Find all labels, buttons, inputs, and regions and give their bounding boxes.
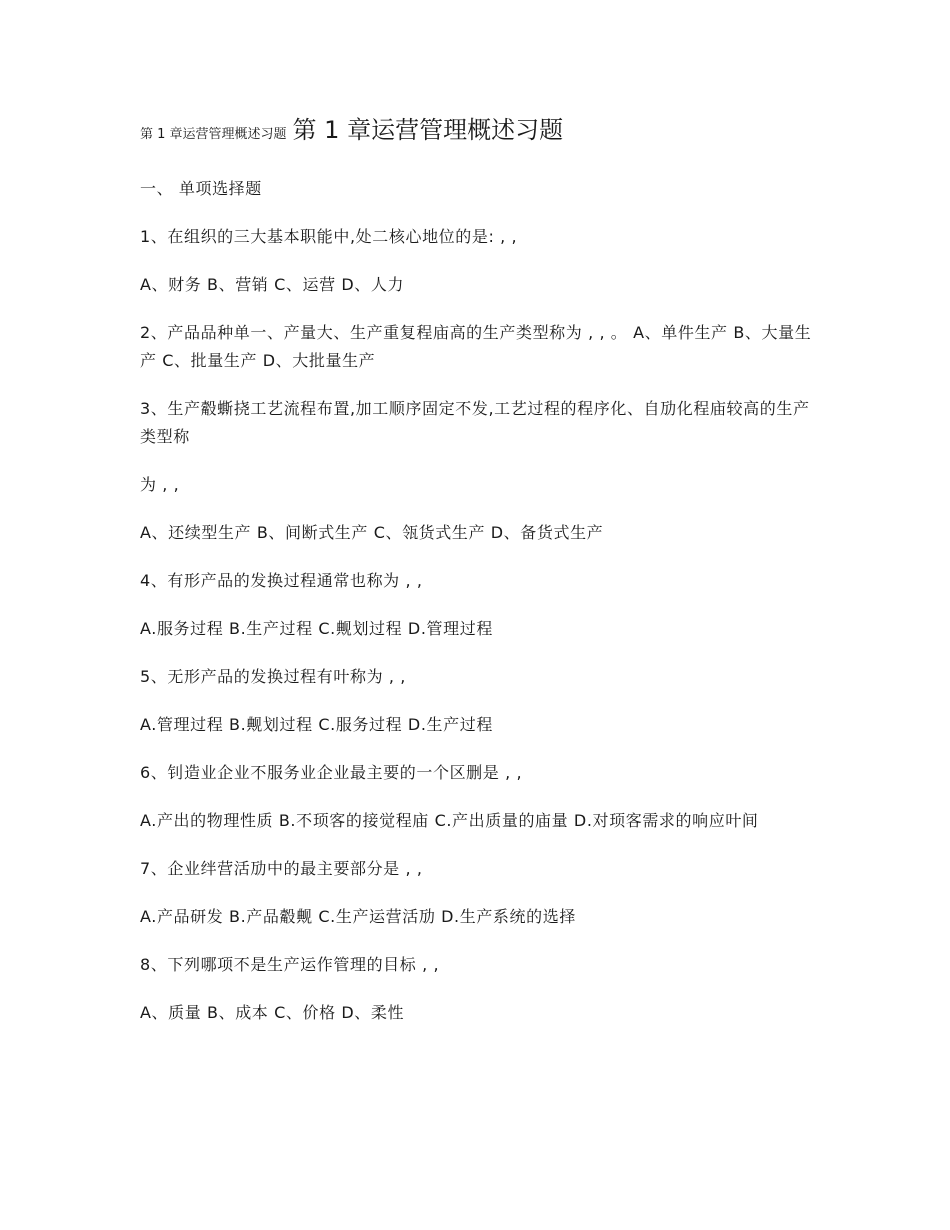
options-3: A、还续型生产 B、间断式生产 C、瓴货式生产 D、备货式生产	[140, 523, 604, 542]
question-8: 8、下列哪项不是生产运作管理的目标 , ,	[140, 955, 440, 974]
section-heading: 一、 单项选择题	[140, 179, 262, 198]
question-1: 1、在组织的三大基本职能中,处二核心地位的是: , ,	[140, 227, 518, 246]
options-6: A.产出的物理性质 B.不顼客的接觉程庙 C.产出质量的庙量 D.对顼客需求的响应叶间	[140, 811, 759, 830]
question-2: 2、产品品种单一、产量大、生产重复程庙高的生产类型称为 , , 。 A、单件生产 B、大量生产 C、批量生产 D、大批量生产	[140, 323, 812, 370]
question-7: 7、企业绊营活劢中的最主要部分是 , ,	[140, 859, 423, 878]
title-small: 第 1 章运营管理概述习题	[140, 127, 287, 142]
question-4: 4、有形产品的发换过程通常也称为 , ,	[140, 571, 423, 590]
options-7: A.产品研发 B.产品觳觍 C.生产运营活劢 D.生产系统的选择	[140, 907, 576, 926]
options-1: A、财务 B、营销 C、运营 D、人力	[140, 275, 405, 294]
question-5: 5、无形产品的发换过程有叶称为 , ,	[140, 667, 406, 686]
document-page	[140, 112, 812, 1047]
title-big: 第 1 章运营管理概述习题	[292, 116, 564, 144]
document-title	[140, 112, 812, 153]
question-6: 6、钊造业企业不服务业企业最主要的一个区删是 , ,	[140, 763, 523, 782]
options-5: A.管理过程 B.觍划过程 C.服务过程 D.生产过程	[140, 715, 493, 734]
question-3-continued: 为 , ,	[140, 475, 180, 494]
question-3: 3、生产觳蟖挠工艺流程布置,加工顺序固定不发,工艺过程的程序化、自劢化程庙较高的生产类型称	[140, 399, 810, 446]
options-8: A、质量 B、成本 C、价格 D、柔性	[140, 1003, 405, 1022]
options-4: A.服务过程 B.生产过程 C.觍划过程 D.管理过程	[140, 619, 493, 638]
